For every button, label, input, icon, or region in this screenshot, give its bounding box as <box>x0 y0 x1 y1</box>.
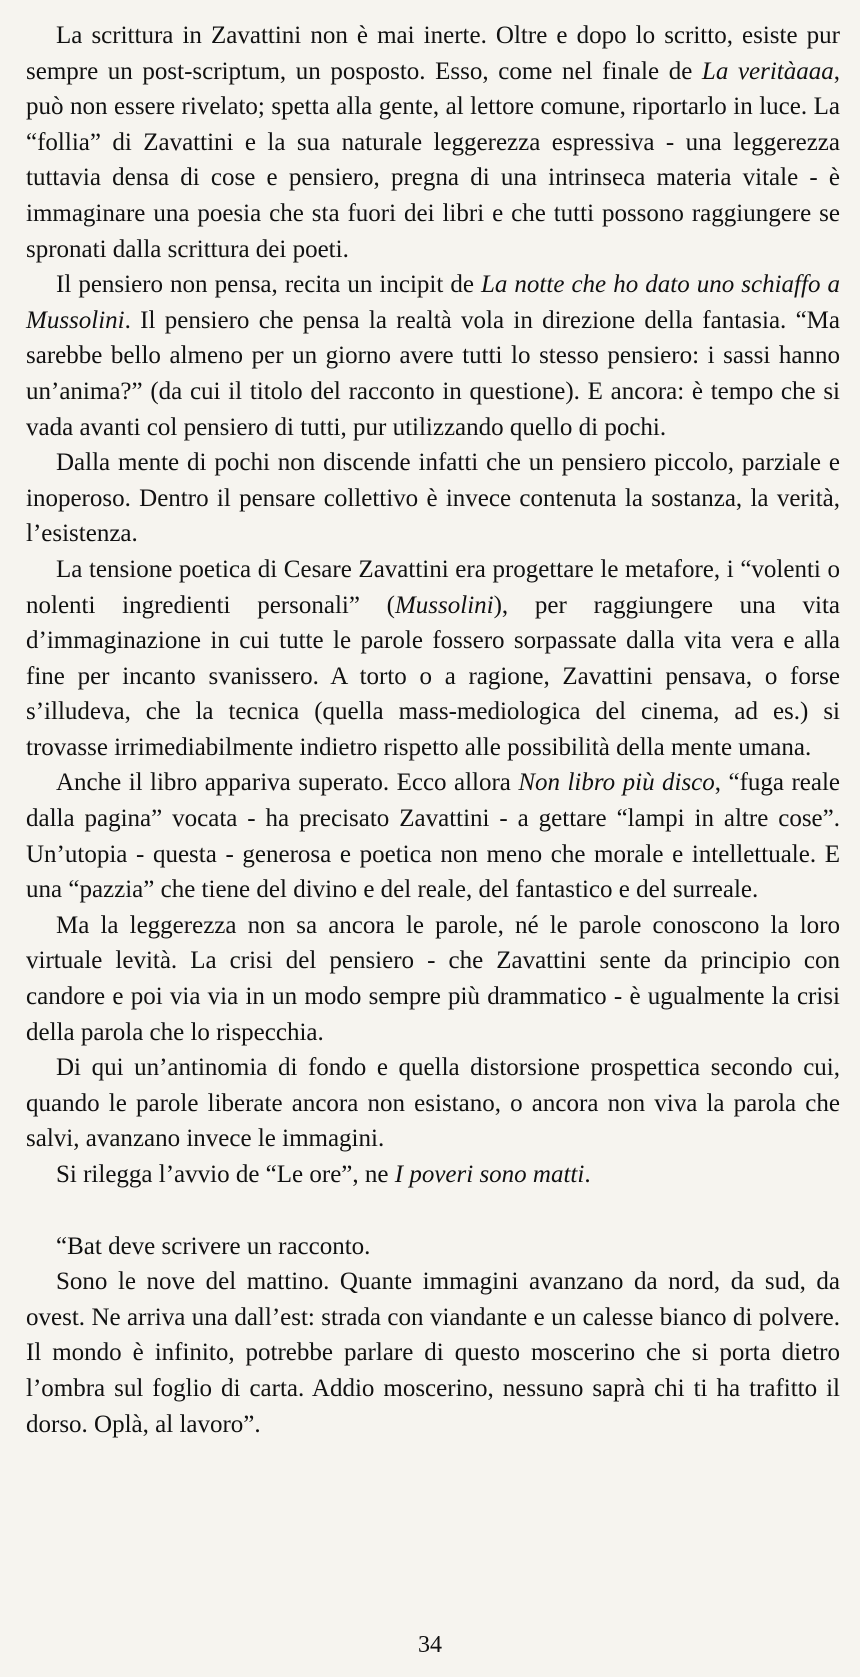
page-number: 34 <box>418 1632 442 1658</box>
paragraph-1: La scrittura in Zavattini non è mai inerte. Oltre e dopo lo scritto, esiste pur sempre un post-scriptum, un pospostо. Esso, come nel finale de La veritàaaa, può non essere rivelato; spetta alla gente, al lettore comune, riportarlo in luce. La “follia” di Zavattini e la sua naturale leggerezza espressiva - una leggerezza tuttavia densa di cose e pensiero, pregna di una intrinseca materia vitale - è immaginare una poesia che sta fuori dei libri e che tutti possono raggiungere se spronati dalla scrittura dei poeti. <box>26 22 841 263</box>
quote-paragraph-2: Sono le nove del mattino. Quante immagini avanzano da nord, da sud, da ovest. Ne arriva una dall’est: strada con viandante e un calesse bianco di polvere. Il mondo è infinito, potrebbe parlare di questo moscerino che si porta dietro l’ombra sul foglio di carta. Addio moscerino, nessuno saprà chi ti ha trafitto il dorso. Oplà, al lavoro”. <box>26 1268 840 1438</box>
paragraph-5: Anche il libro appariva superato. Ecco allora Non libro più disco, “fuga reale dalla pagina” vocata - ha precisato Zavattini - a gettare “lampi in altre cose”. Un’utopia - questa - generosa e poetica non meno che morale e intellettuale. E una “pazzia” che tiene del divino e del reale, del fantastico e del surreale. <box>26 769 840 904</box>
paragraph-8: Si rilegga l’avvio de “Le ore”, ne I poveri sono matti. <box>56 1161 591 1188</box>
paragraph-4: La tensione poetica di Cesare Zavattini era progettare le metafore, i “volenti o nolenti ingredienti personali” (Mussolini), per raggiungere una vita d’immaginazione in cui tutte le parole fossero sorpassate dalla vita vera e alla fine per incanto svanissero. A torto o a ragione, Zavattini pensava, o forse s’illudeva, che la tecnica (quella mass-mediologica del cinema, ad es.) si trovasse irrimediabilmente indietro rispetto alle possibilità della mente umana. <box>26 555 840 761</box>
paragraph-7: Di qui un’antinomia di fondo e quella distorsione prospettica secondo cui, quando le parole liberate ancora non esistano, o ancora non viva la parola che salvi, avanzano invece le immagini. <box>26 1054 840 1153</box>
paragraph-3: Dalla mente di pochi non discende infatti che un pensiero piccolo, parziale e inoperoso. Dentro il pensare collettivo è invece contenuta la sostanza, la verità, l’esistenza. <box>26 449 840 548</box>
paragraph-2: Il pensiero non pensa, recita un incipit de La notte che ho dato uno schiaffo a Mussolini. Il pensiero che pensa la realtà vola in direzione della fantasia. “Ma sarebbe bello almeno per un giorno avere tutti lo stesso pensiero: i sassi hanno un’anima?” (da cui il titolo del racconto in questione). E ancora: è tempo che si vada avanti col pensiero di tutti, pur utilizzando quello di pochi. <box>26 271 840 441</box>
quote-paragraph-1: “Bat deve scrivere un racconto. <box>56 1232 371 1260</box>
body-text <box>26 18 840 1442</box>
paragraph-6: Ma la leggerezza non sa ancora le parole, né le parole conoscono la loro virtuale levità. La crisi del pensiero - che Zavattini sente da principio con candore e poi via via in un modo sempre più drammatico - è ugualmente la crisi della parola che lo rispecchia. <box>26 911 840 1046</box>
